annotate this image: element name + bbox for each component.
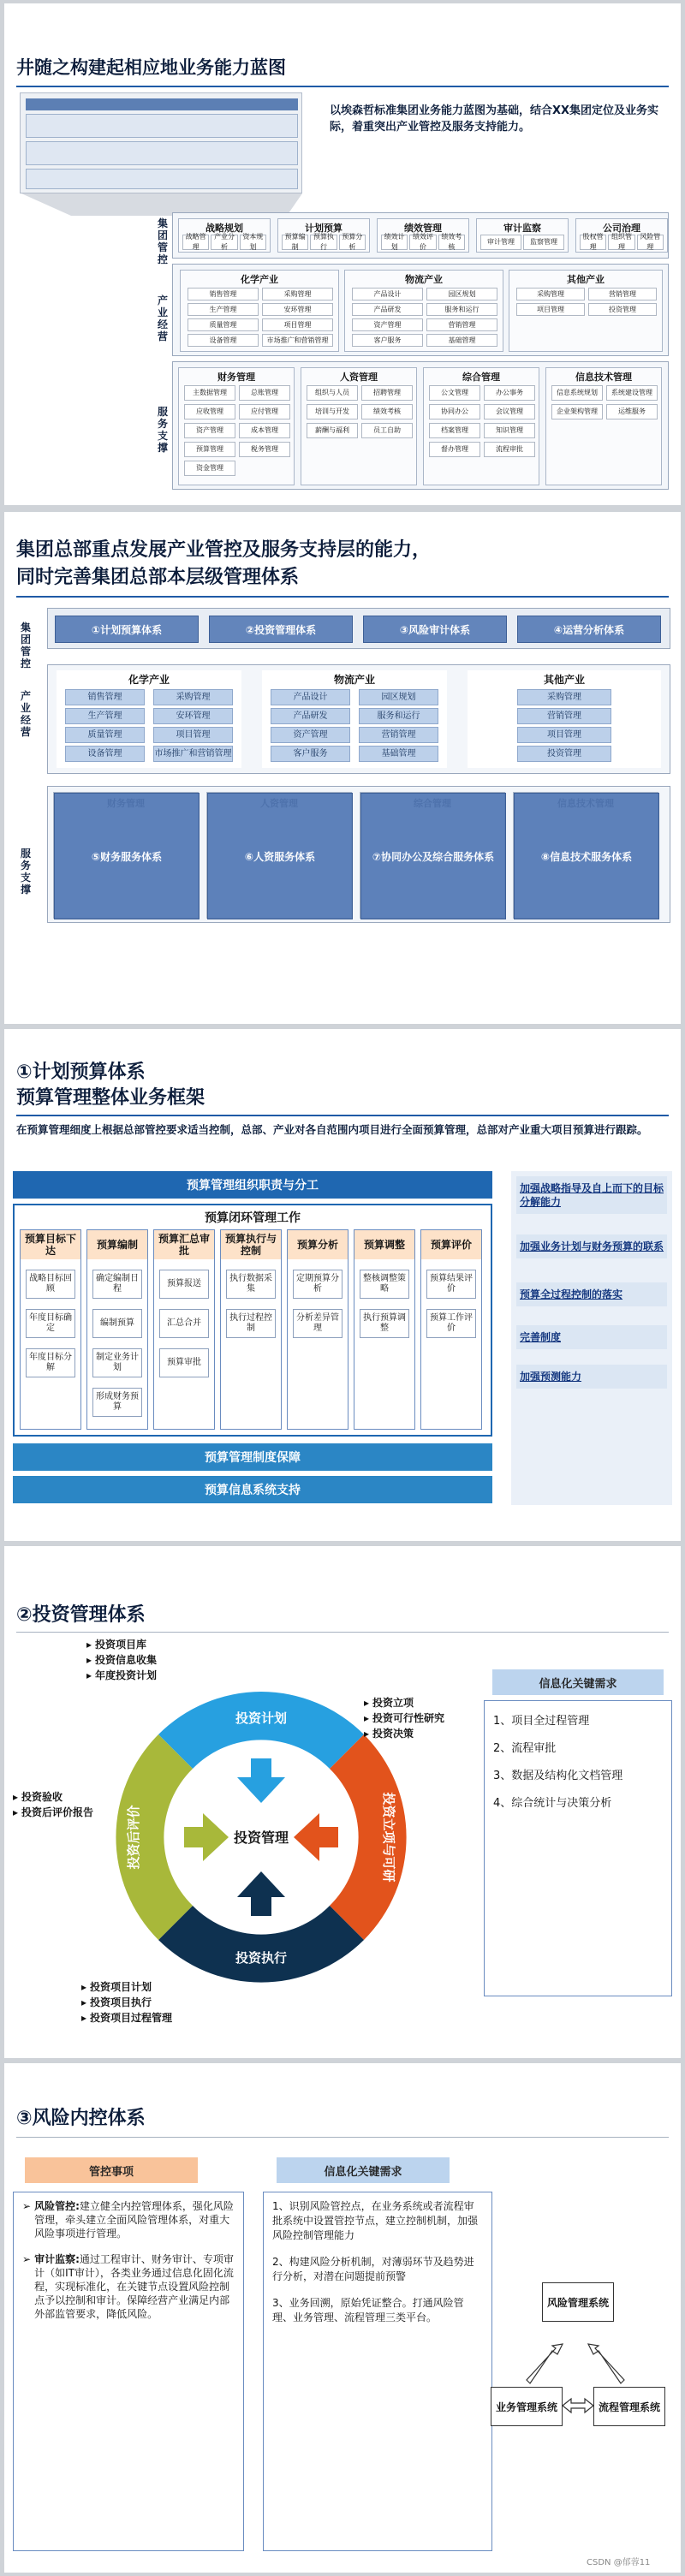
bullet-icon: ▸ <box>364 1712 370 1724</box>
group-title: 化学产业 <box>128 674 170 686</box>
list-text: 投资项目计划 <box>90 1981 152 1993</box>
service-cell: 档案管理 <box>429 423 480 438</box>
industry-cell: 质量管理 <box>188 318 259 331</box>
mgmt-cell: 绩效考核 <box>438 235 465 250</box>
industry-cell: 园区规划 <box>426 288 497 300</box>
group-title: 信息技术管理 <box>575 372 632 383</box>
budget-column <box>420 1229 482 1430</box>
mgmt-cell: 股权管理 <box>580 235 606 250</box>
slide3-description: 在预算管理细度上根据总部管控要求适当控制，总部、产业对各自范围内项目进行全面预算管理，总部对产业重大项目预算进行跟踪。 <box>16 1123 648 1136</box>
column-item: 执行过程控制 <box>226 1309 276 1338</box>
budget-column <box>153 1229 215 1430</box>
info-header: 信息化关键需求 <box>277 2157 450 2183</box>
cycle-center: 投资管理 <box>233 1829 289 1846</box>
bullet-icon: ▸ <box>13 1806 19 1818</box>
service-cell: 总账管理 <box>239 385 290 401</box>
slide-investment <box>4 1546 681 2058</box>
service-cell: 应付管理 <box>239 404 290 419</box>
column-item: 汇总合并 <box>159 1309 209 1338</box>
system-box: ②投资管理体系 <box>209 616 353 643</box>
mgmt-group <box>277 218 370 253</box>
slide-risk-control <box>4 2063 681 2573</box>
industry-cell: 项目管理 <box>153 727 233 743</box>
column-item: 分析差异管理 <box>293 1309 342 1338</box>
industry-cell: 营销管理 <box>588 288 657 300</box>
bullet-icon: ➢ <box>22 2253 32 2265</box>
bottom-arrow <box>561 2397 595 2414</box>
group-title: 其他产业 <box>567 274 605 285</box>
mgmt-cell: 战略管理 <box>182 235 209 250</box>
bullet-icon: ▸ <box>81 1981 87 1993</box>
info-needs-box <box>484 1700 672 1996</box>
seg-label-approve: 投资立项与可研 <box>381 1792 396 1883</box>
slide3-title-line2: 预算管理整体业务框架 <box>16 1087 206 1109</box>
service-cell: 税务管理 <box>239 442 290 457</box>
mgmt-group <box>178 218 271 253</box>
list-left <box>13 1789 107 1820</box>
column-item: 编制预算 <box>92 1309 142 1338</box>
service-group <box>545 367 662 485</box>
info-need-item: 4、综合统计与决策分析 <box>493 1797 612 1810</box>
column-item: 预算工作评价 <box>426 1309 476 1338</box>
industry-cell: 安环管理 <box>262 303 333 316</box>
bullet-icon: ▸ <box>81 1996 87 2008</box>
mgmt-cell: 资本规划 <box>240 235 266 250</box>
industry-cell: 采购管理 <box>516 288 585 300</box>
audit-label: 审计监察: <box>34 2253 80 2265</box>
service-cell: 会议管理 <box>484 404 535 419</box>
group-title: 化学产业 <box>241 274 278 285</box>
column-title: 预算执行与控制 <box>221 1230 281 1259</box>
slide1-description: 以埃森哲标准集团业务能力蓝图为基础，结合XX集团定位及业务实际，着重突出产业管控及服务支持能力。 <box>330 104 659 134</box>
service-cell: 资金管理 <box>184 461 235 476</box>
industry-group <box>509 270 663 352</box>
risk-label: 风险管控: <box>34 2200 80 2212</box>
budget-info-bar: 预算信息系统支持 <box>13 1476 492 1503</box>
industry-cell: 资产管理 <box>352 318 423 331</box>
industry-cell: 采购管理 <box>262 288 333 300</box>
bullet-icon: ▸ <box>81 2012 87 2024</box>
mgmt-cell: 监察管理 <box>523 235 564 250</box>
industry-cell: 产品设计 <box>271 689 350 705</box>
service-cell: 成本管理 <box>239 423 290 438</box>
industry-cell: 营销管理 <box>359 727 438 743</box>
list-bottom <box>81 1979 278 2026</box>
column-item: 定期预算分析 <box>293 1270 342 1299</box>
column-item: 年度目标分解 <box>26 1348 75 1377</box>
mgmt-cell: 绩效计划 <box>381 235 408 250</box>
industry-cell: 生产管理 <box>188 303 259 316</box>
info-need-item: 1、项目全过程管理 <box>493 1715 590 1728</box>
industry-cell: 项目管理 <box>517 727 611 743</box>
service-overlay: ⑥人资服务体系 <box>207 793 353 919</box>
bullet-icon: ▸ <box>86 1654 92 1666</box>
mgmt-cell: 风险管理 <box>637 235 664 250</box>
industry-cell: 产品设计 <box>352 288 423 300</box>
service-group <box>513 792 658 919</box>
industry-cell: 销售管理 <box>188 288 259 300</box>
mgmt-group <box>377 218 469 253</box>
slide1-title: 井随之构建起相应地业务能力蓝图 <box>16 57 286 78</box>
service-cell: 培训与开发 <box>307 404 358 419</box>
list-text: 投资验收 <box>21 1791 63 1803</box>
industry-cell: 安环管理 <box>153 708 233 724</box>
service-group <box>206 792 352 919</box>
mgmt-cell: 审计管理 <box>480 235 521 250</box>
service-cell: 流程审批 <box>484 442 535 457</box>
s2-mgmt-label: 集团管控 <box>20 622 31 669</box>
slide5-divider <box>16 2137 669 2138</box>
slide2-title-line1: 集团总部重点发展产业管控及服务支持层的能力， <box>16 539 432 561</box>
industry-cell: 投资管理 <box>517 746 611 762</box>
list-item <box>81 1979 278 1995</box>
service-cell: 督办管理 <box>429 442 480 457</box>
budget-column <box>86 1229 148 1430</box>
seg-label-execute: 投资执行 <box>235 1950 288 1966</box>
goal-item: 加强业务计划与财务预算的联系 <box>516 1234 667 1258</box>
industry-cell: 园区规划 <box>359 689 438 705</box>
need-item: 3、业务回溯，原始凭证整合。打通风险管理、业务管理、流程管理三类平台。 <box>272 2297 464 2323</box>
budget-system-bar: 预算管理制度保障 <box>13 1443 492 1471</box>
industry-cell: 产品研发 <box>352 303 423 316</box>
column-item: 预算审批 <box>159 1348 209 1377</box>
goals-panel <box>511 1171 672 1505</box>
industry-cell: 基础管理 <box>426 334 497 347</box>
s2-industry-row <box>47 664 670 774</box>
audit-text: 通过工程审计、财务审计、专项审计（如IT审计），各类业务通过信息化固化流程，实现标准化，在关键节点设置风险控制点予以控制和审计。保障经营产业满足内部外部监管要求，降低风险。 <box>34 2253 234 2320</box>
service-cell: 员工自助 <box>361 423 413 438</box>
bullet-icon: ▸ <box>13 1791 19 1803</box>
seg-label-evaluate: 投资后评价 <box>126 1805 141 1870</box>
bullet-icon: ▸ <box>86 1639 92 1651</box>
service-label: 服务支撑 <box>157 406 168 454</box>
column-title: 预算评价 <box>421 1230 481 1259</box>
mgmt-group <box>476 218 569 253</box>
service-group <box>360 792 505 919</box>
industry-cell: 采购管理 <box>153 689 233 705</box>
slide3-title-line1: ①计划预算体系 <box>16 1062 146 1083</box>
industry-cell: 销售管理 <box>65 689 145 705</box>
service-cell: 协同办公 <box>429 404 480 419</box>
group-title: 物流产业 <box>405 274 443 285</box>
service-cell: 运维服务 <box>606 404 658 419</box>
industry-cell: 设备管理 <box>188 334 259 347</box>
service-cell: 系统建设管理 <box>606 385 658 401</box>
business-system-node: 业务管理系统 <box>491 2387 563 2426</box>
control-items-header: 管控事项 <box>25 2157 198 2183</box>
process-system-node: 流程管理系统 <box>593 2387 665 2426</box>
column-item: 年度目标确定 <box>26 1309 75 1338</box>
column-item: 执行预算调整 <box>360 1309 409 1338</box>
list-item <box>81 2010 278 2026</box>
industry-cell: 客户服务 <box>271 746 350 762</box>
industry-label: 产业经营 <box>157 294 168 342</box>
column-title: 预算汇总审批 <box>154 1230 214 1259</box>
list-item <box>86 1637 275 1652</box>
service-cell: 应收管理 <box>184 404 235 419</box>
industry-cell: 营销管理 <box>426 318 497 331</box>
system-box: ③风险审计体系 <box>363 616 507 643</box>
goal-item: 加强战略指导及自上而下的目标分解能力 <box>516 1176 667 1214</box>
industry-group <box>262 670 447 768</box>
industry-cell: 生产管理 <box>65 708 145 724</box>
system-box: ①计划预算体系 <box>55 616 199 643</box>
list-text: 年度投资计划 <box>95 1669 158 1681</box>
service-group <box>423 367 539 485</box>
system-box: ④运营分析体系 <box>517 616 661 643</box>
list-item <box>13 1805 107 1820</box>
budget-column <box>354 1229 415 1430</box>
service-cell: 办公事务 <box>484 385 535 401</box>
industry-cell: 客户服务 <box>352 334 423 347</box>
s2-industry-label: 产业经营 <box>20 690 31 738</box>
service-cell: 企业架构管理 <box>551 404 603 419</box>
industry-cell: 设备管理 <box>65 746 145 762</box>
mgmt-row <box>172 212 669 259</box>
column-title: 预算目标下达 <box>21 1230 80 1259</box>
industry-cell: 产品研发 <box>271 708 350 724</box>
slide3-divider <box>16 1115 669 1116</box>
slide-hq-capability <box>4 512 681 1024</box>
column-item: 执行数据采集 <box>226 1270 276 1299</box>
info-needs-header: 信息化关键需求 <box>492 1669 664 1695</box>
industry-row <box>172 264 669 356</box>
column-item: 制定业务计划 <box>92 1348 142 1377</box>
industry-group <box>57 670 241 768</box>
group-title: 绩效管理 <box>404 223 442 234</box>
goal-item: 预算全过程控制的落实 <box>516 1282 667 1306</box>
industry-cell: 项目管理 <box>262 318 333 331</box>
needs-list <box>272 2199 483 2325</box>
column-title: 预算分析 <box>288 1230 348 1259</box>
mgmt-group <box>575 218 668 253</box>
industry-cell: 投资管理 <box>588 303 657 316</box>
group-title: 计划预算 <box>305 223 342 234</box>
list-text: 投资项目过程管理 <box>90 2012 173 2024</box>
column-item: 预算报送 <box>159 1270 209 1299</box>
service-group <box>301 367 417 485</box>
list-text: 投资后评价报告 <box>21 1806 94 1818</box>
list-top <box>86 1637 275 1683</box>
mgmt-cell: 组织管理 <box>608 235 634 250</box>
industry-cell: 采购管理 <box>517 689 611 705</box>
industry-cell: 项目管理 <box>516 303 585 316</box>
seg-label-plan: 投资计划 <box>235 1710 288 1726</box>
s2-service-label: 服务支撑 <box>20 848 31 895</box>
budget-cycle-box <box>13 1204 492 1437</box>
service-cell: 公文管理 <box>429 385 480 401</box>
bullet-icon: ➢ <box>22 2200 32 2212</box>
slide2-divider <box>16 596 669 598</box>
industry-cell: 营销管理 <box>517 708 611 724</box>
column-title: 预算编制 <box>87 1230 147 1259</box>
group-title: 人资管理 <box>340 372 378 383</box>
mgmt-label: 集团管控 <box>157 217 168 265</box>
watermark: CSDN @郁蓉11 <box>587 2558 651 2567</box>
service-cell: 招聘管理 <box>361 385 413 401</box>
list-item <box>13 1789 107 1805</box>
slide4-divider <box>16 1632 669 1633</box>
industry-cell: 基础管理 <box>359 746 438 762</box>
column-item: 形成财务预算 <box>92 1388 142 1417</box>
list-text: 投资项目执行 <box>90 1996 152 2008</box>
industry-group <box>344 270 503 352</box>
budget-org-bar: 预算管理组织职责与分工 <box>13 1171 492 1199</box>
budget-column <box>287 1229 348 1430</box>
column-item: 确定编制日程 <box>92 1270 142 1299</box>
service-overlay: ⑦协同办公及综合服务体系 <box>360 793 506 919</box>
goal-item: 完善制度 <box>516 1325 667 1349</box>
list-text: 投资信息收集 <box>95 1654 158 1666</box>
column-item: 战略目标回顾 <box>26 1270 75 1299</box>
info-need-item: 2、流程审批 <box>493 1742 557 1755</box>
group-title: 综合管理 <box>462 372 500 383</box>
list-text: 投资立项 <box>372 1697 414 1709</box>
bullet-icon: ▸ <box>364 1728 370 1740</box>
list-item <box>86 1652 275 1668</box>
risk-text: 建立健全内控管理体系，强化风险管理，牵头建立全面风险管理体系，对重大风险事项进行管理。 <box>34 2200 234 2240</box>
service-cell: 知识管理 <box>484 423 535 438</box>
industry-group <box>180 270 339 352</box>
budget-column <box>220 1229 282 1430</box>
slide2-title-line2: 同时完善集团总部本层级管理体系 <box>16 567 300 588</box>
industry-cell: 服务和运行 <box>359 708 438 724</box>
mgmt-cell: 预算分析 <box>339 235 366 250</box>
control-items-box <box>13 2192 244 2551</box>
budget-cycle-title: 预算闭环管理工作 <box>205 1211 301 1225</box>
s2-service-row <box>47 786 670 923</box>
needs-box <box>263 2192 492 2551</box>
service-cell: 信息系统规划 <box>551 385 603 401</box>
budget-column <box>20 1229 81 1430</box>
list-item <box>81 1995 278 2010</box>
risk-system-node: 风险管理系统 <box>542 2282 614 2322</box>
slide4-title: ②投资管理体系 <box>16 1604 146 1626</box>
mgmt-cell: 绩效评价 <box>409 235 436 250</box>
service-cell: 组织与人员 <box>307 385 358 401</box>
list-text: 投资项目库 <box>95 1639 147 1651</box>
mgmt-cell: 预算编制 <box>282 235 308 250</box>
slide-budget-framework <box>4 1029 681 1541</box>
system-arrows <box>484 2320 672 2397</box>
service-group <box>53 792 199 919</box>
column-item: 预算结果评价 <box>426 1270 476 1299</box>
bullet-icon: ▸ <box>364 1697 370 1709</box>
column-item: 整核调整策略 <box>360 1270 409 1299</box>
group-title: 财务管理 <box>217 372 255 383</box>
s2-mgmt-row <box>47 608 670 649</box>
service-overlay: ⑤财务服务体系 <box>54 793 200 919</box>
list-text: 投资决策 <box>372 1728 414 1740</box>
goal-item: 加强预测能力 <box>516 1365 667 1389</box>
group-title: 物流产业 <box>333 674 375 686</box>
mgmt-cell: 产业分析 <box>211 235 237 250</box>
industry-cell: 服务和运行 <box>426 303 497 316</box>
industry-cell: 市场推广和营销管理 <box>262 334 333 347</box>
industry-cell: 市场推广和营销管理 <box>153 746 233 762</box>
industry-cell: 资产管理 <box>271 727 350 743</box>
service-row <box>172 361 669 490</box>
group-title: 战略规划 <box>206 223 243 234</box>
industry-cell: 质量管理 <box>65 727 145 743</box>
service-cell: 绩效考核 <box>361 404 413 419</box>
industry-group <box>468 670 661 768</box>
need-item: 2、构建风险分析机制，对薄弱环节及趋势进行分析，对潜在问题提前预警 <box>272 2256 474 2282</box>
mgmt-cell: 预算执行 <box>310 235 337 250</box>
column-title: 预算调整 <box>354 1230 414 1259</box>
service-cell: 预算管理 <box>184 442 235 457</box>
service-cell: 薪酬与福利 <box>307 423 358 438</box>
group-title: 审计监察 <box>503 223 541 234</box>
list-text: 投资可行性研究 <box>372 1712 445 1724</box>
info-need-item: 3、数据及结构化文档管理 <box>493 1770 623 1782</box>
need-item: 1、识别风险管控点，在业务系统或者流程审批系统中设置管控节点，建立控制机制，加强风险控制管理能力 <box>272 2200 479 2241</box>
group-title: 其他产业 <box>543 674 585 686</box>
list-item <box>86 1668 275 1683</box>
info-needs-list <box>493 1713 664 1823</box>
service-cell: 主数据管理 <box>184 385 235 401</box>
service-overlay: ⑧信息技术服务体系 <box>514 793 659 919</box>
service-cell: 资产管理 <box>184 423 235 438</box>
slide5-title: ③风险内控体系 <box>16 2108 146 2129</box>
group-title: 公司治理 <box>603 223 640 234</box>
slide-capability-blueprint <box>4 3 681 505</box>
bullet-icon: ▸ <box>86 1669 92 1681</box>
service-group <box>178 367 295 485</box>
